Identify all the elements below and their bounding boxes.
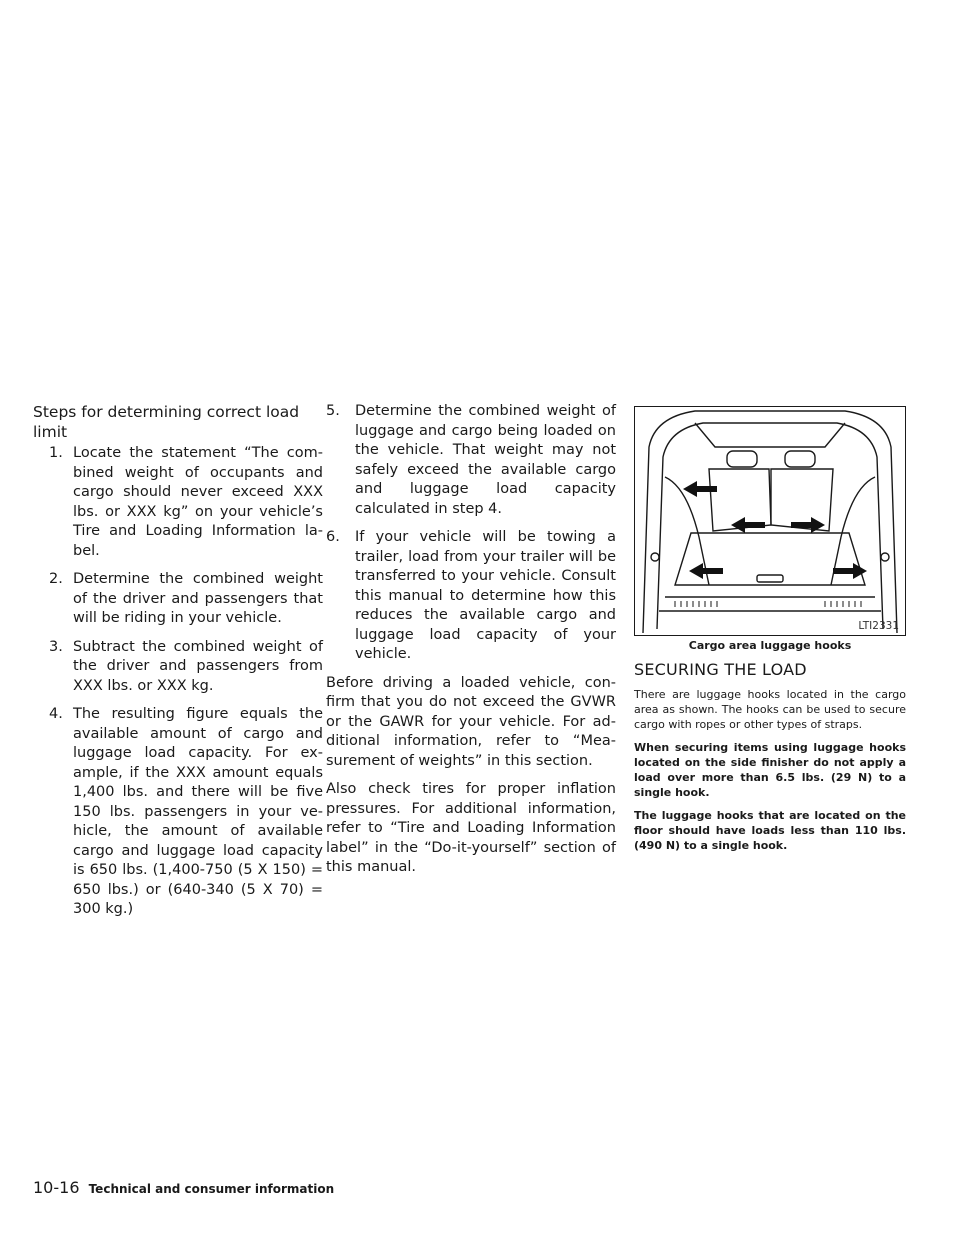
step-text: The resulting figure equals the available amount of cargo and luggage load capacity. For ex-ample, if the XXX amount equals 1,400 lbs. and there will be five 150 lbs. passengers in your ve-hicle, the amount of available cargo and luggage load capacity is 650 lbs. (1,400-750 (5 X 150) = 650 lbs.) or (640-340 (5 X 70) = 300 kg.) — [73, 706, 323, 917]
right-column — [634, 406, 906, 861]
step-number: 2. — [49, 571, 63, 587]
step-number: 3. — [49, 638, 63, 655]
step-number: 6. — [326, 529, 340, 545]
step-item — [33, 570, 323, 629]
chapter-title: Technical and consumer information — [88, 1182, 335, 1196]
paragraph-loaded-vehicle: Before driving a loaded vehicle, con-firm that you do not exceed the GVWR or the GAWR for your vehicle. For ad-ditional information, refer to “Mea-surement of weights” in this section. — [326, 674, 616, 769]
middle-column — [326, 402, 616, 887]
page-number: 10-16 — [33, 1178, 80, 1197]
section-title: SECURING THE LOAD — [634, 660, 807, 679]
warning-side-hooks: When securing items using luggage hooks located on the side finisher do not apply a load over more than 6.5 lbs. (29 N) to a single hook. — [634, 741, 906, 799]
step-item — [33, 444, 323, 561]
step-number: 4. — [49, 706, 63, 722]
arrow-icon — [689, 563, 723, 579]
cargo-area-figure — [634, 406, 906, 636]
left-column — [33, 402, 323, 929]
step-text: Subtract the combined weight of the driver and passengers from XXX lbs. or XXX kg. — [73, 638, 323, 694]
figure-caption: Cargo area luggage hooks — [688, 639, 852, 652]
arrow-icon — [683, 481, 717, 497]
cargo-area-illustration — [635, 407, 905, 635]
step-number: 1. — [49, 445, 63, 461]
step-text: Determine the combined weight of luggage and cargo being loaded on the vehicle. That weight may not safely exceed the available cargo and luggage load capacity calculated in step 4. — [355, 403, 616, 517]
step-item — [326, 402, 616, 519]
subheading-load-limit: Steps for determining correct load limit — [33, 403, 300, 441]
steps-list-left — [33, 444, 323, 920]
step-text: If your vehicle will be towing a trailer, load from your trailer will be transferred to your vehicle. Consult this manual to determine how this reduces the available cargo and luggage load capacity of your vehicle. — [355, 529, 616, 662]
arrow-icon — [731, 517, 765, 533]
paragraph-tire-inflation: Also check tires for proper inflation pressures. For additional information, refer to “Tire and Loading Information label” in the “Do-it-yourself” section of this manual. — [326, 781, 616, 875]
steps-list-middle — [326, 402, 616, 665]
figure-code: LTI2331 — [858, 620, 899, 632]
warning-floor-hooks: The luggage hooks that are located on the floor should have loads less than 110 lbs. (490 N) to a single hook. — [634, 809, 906, 852]
step-item — [33, 638, 323, 697]
step-number: 5. — [326, 403, 340, 419]
step-text: Determine the combined weight of the driver and passengers that will be riding in your vehicle. — [73, 571, 323, 626]
step-item — [33, 705, 323, 920]
step-text: Locate the statement “The com-bined weight of occupants and cargo should never exceed XXX lbs. or XXX kg” on your vehicle’s Tire and Loading Information la-bel. — [73, 445, 323, 559]
step-item — [326, 528, 616, 665]
page-footer — [33, 1178, 334, 1197]
paragraph-luggage-hooks: There are luggage hooks located in the cargo area as shown. The hooks can be used to secure cargo with ropes or other types of straps. — [634, 688, 906, 731]
